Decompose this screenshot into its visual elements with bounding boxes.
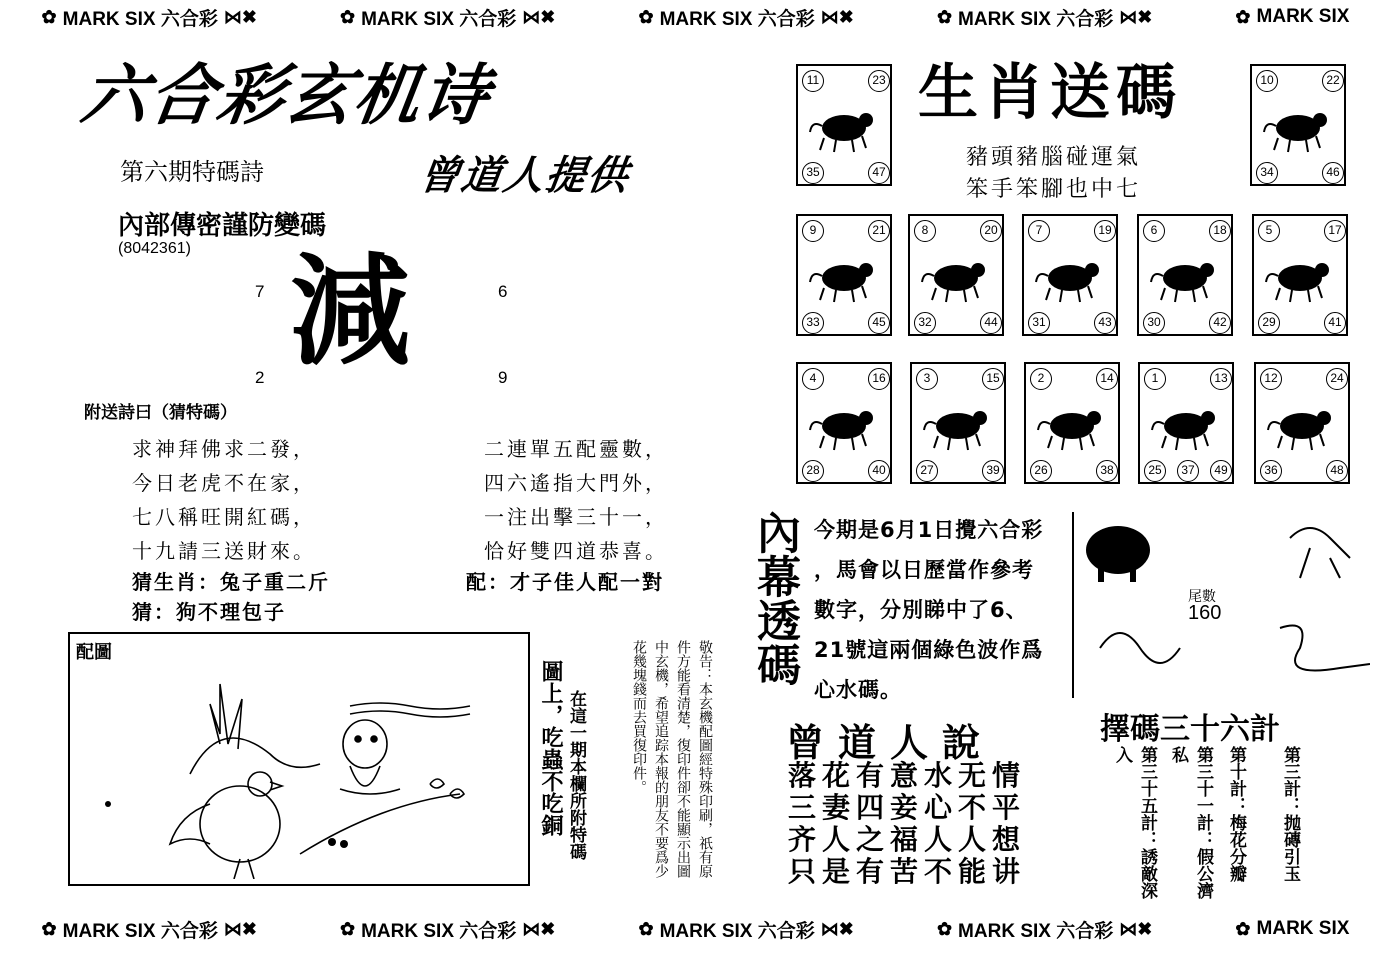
zodiac-line: 笨手笨腳也中七 (966, 177, 1142, 202)
zodiac-line: 豬頭豬腦碰運氣 (966, 145, 1142, 170)
zodiac-number: 11 (802, 70, 824, 92)
banner-segment: ✿ MARK SIX 六合彩 ⋈✖ (638, 6, 854, 30)
bowtie-icon: ⋈✖ (223, 6, 257, 27)
zodiac-number: 17 (1324, 220, 1346, 242)
saying-line: 只是有苦不能讲 (788, 855, 1027, 888)
zodiac-number: 9 (802, 220, 824, 242)
sayings-title: 曾道人說 (786, 720, 995, 765)
inside-line: 21號這兩個綠色波作爲 (814, 638, 1044, 662)
dog-icon (1150, 392, 1224, 456)
zodiac-number: 8 (914, 220, 936, 242)
zodiac-number: 49 (1210, 460, 1232, 482)
zodiac-number: 15 (982, 368, 1004, 390)
zodiac-card-rat (796, 64, 892, 186)
zodiac-card-dragon (1022, 214, 1118, 336)
rat-icon (808, 94, 882, 158)
inside-line: 今期是6月1日攪六合彩 (814, 518, 1044, 542)
code-label: (8042361) (118, 240, 191, 257)
rooster-icon (1036, 392, 1110, 456)
zodiac-title: 生肖送碼 (918, 58, 1182, 128)
saying-line: 三妻四妾心不平 (788, 791, 1027, 824)
corner-num-tl: 7 (255, 282, 265, 301)
poem-heading: 附送詩曰（猜特碼） (84, 403, 237, 423)
zodiac-number: 35 (802, 162, 824, 184)
flower-icon: ✿ (638, 6, 654, 27)
zodiac-number: 22 (1322, 70, 1344, 92)
bowtie-icon: ⋈✖ (223, 918, 257, 939)
banner-segment: ✿ MARK SIX (1235, 918, 1350, 939)
poem-right-column (484, 432, 668, 568)
zodiac-number: 3 (916, 368, 938, 390)
horse-icon (1264, 244, 1338, 308)
ox-icon (1262, 94, 1336, 158)
tail-label: 尾數 (1188, 589, 1216, 605)
stratagem-item: 第三十五計：誘敵深入 (1112, 746, 1157, 899)
poem-line: 一注出擊三十一， (484, 505, 668, 529)
zodiac-number: 32 (914, 312, 936, 334)
zodiac-number: 13 (1210, 368, 1232, 390)
poem-line: 四六遙指大門外， (484, 471, 668, 495)
stratagem-item: 第十計：梅花分瓣 (1226, 746, 1246, 882)
monkey-icon (922, 392, 996, 456)
banner-segment: ✿ MARK SIX 六合彩 ⋈✖ (41, 918, 257, 942)
banner-segment: ✿ MARK SIX 六合彩 ⋈✖ (340, 918, 556, 942)
zodiac-number: 48 (1326, 460, 1348, 482)
guess-second: 猜：狗不理包子 (132, 600, 286, 624)
zodiac-number: 24 (1326, 368, 1348, 390)
stratagem-item: 第三計：抛磚引玉 (1280, 746, 1300, 882)
bowtie-icon: ⋈✖ (522, 918, 556, 939)
flower-icon: ✿ (1235, 918, 1251, 939)
secret-heading: 內部傳密謹防變碼 (118, 211, 327, 241)
inside-line: 數字，分別睇中了6、 (814, 598, 1028, 622)
bowtie-icon: ⋈✖ (522, 6, 556, 27)
saying-line: 齐人之福人人想 (788, 823, 1027, 856)
bottom-banner (0, 912, 1391, 946)
flower-icon: ✿ (936, 918, 953, 939)
zodiac-number: 45 (868, 312, 890, 334)
zodiac-card-monkey (910, 362, 1006, 484)
bowtie-icon: ⋈✖ (1119, 918, 1153, 939)
zodiac-number: 31 (1028, 312, 1050, 334)
zodiac-number: 37 (1177, 460, 1199, 482)
zodiac-number: 43 (1094, 312, 1116, 334)
zodiac-card-tiger (796, 214, 892, 336)
stratagem-title: 擇碼三十六計 (1100, 712, 1280, 747)
rabbit-icon (920, 244, 994, 308)
inside-line: ，馬會以日歷當作參考 (814, 558, 1034, 582)
zodiac-card-dog (1138, 362, 1234, 484)
zodiac-number: 46 (1322, 162, 1344, 184)
poem-left-column (132, 432, 316, 568)
inside-title: 內幕透碼 (749, 510, 800, 686)
zodiac-number: 29 (1258, 312, 1280, 334)
bowtie-icon: ⋈✖ (820, 918, 854, 939)
pig-icon (1266, 392, 1340, 456)
zodiac-number: 5 (1258, 220, 1280, 242)
zodiac-number: 12 (1260, 368, 1282, 390)
poem-line: 今日老虎不在家， (132, 471, 316, 495)
zodiac-card-rooster (1024, 362, 1120, 484)
tail-value: 160 (1188, 602, 1222, 624)
dragon-icon (1034, 244, 1108, 308)
stratagem-item: 第三十一計：假公濟私 (1168, 746, 1213, 899)
zodiac-number: 42 (1209, 312, 1231, 334)
figure-box (68, 632, 530, 886)
figure-illustration (100, 654, 500, 879)
page-title: 六合彩玄机诗 (76, 57, 496, 134)
issue-label: 第六期特碼詩 (120, 158, 264, 186)
zodiac-number: 39 (982, 460, 1004, 482)
tail-animals-illustration (1080, 508, 1370, 698)
flower-icon: ✿ (340, 6, 356, 27)
zodiac-number: 18 (1209, 220, 1231, 242)
inside-line: 心水碼。 (814, 678, 902, 702)
zodiac-number: 26 (1030, 460, 1052, 482)
poem-line: 七八稱旺開紅碼， (132, 505, 316, 529)
flower-icon: ✿ (936, 6, 953, 27)
zodiac-card-goat (796, 362, 892, 484)
bowtie-icon: ⋈✖ (1119, 6, 1153, 27)
banner-segment: ✿ MARK SIX 六合彩 ⋈✖ (936, 6, 1153, 30)
zodiac-number: 36 (1260, 460, 1282, 482)
zodiac-number: 41 (1324, 312, 1346, 334)
zodiac-number: 4 (802, 368, 824, 390)
flower-icon: ✿ (1235, 6, 1251, 27)
zodiac-number: 44 (980, 312, 1002, 334)
guess-pair: 配：才子佳人配一對 (466, 570, 664, 594)
zodiac-number: 19 (1094, 220, 1116, 242)
bowtie-icon: ⋈✖ (820, 6, 854, 27)
top-banner (0, 0, 1391, 34)
guess-zodiac: 猜生肖：兔子重二斤 (132, 570, 330, 594)
divider (1072, 512, 1074, 698)
zodiac-number: 6 (1143, 220, 1165, 242)
riddle-big-character: 減 (290, 243, 410, 382)
notice-text: 敬告：本玄機配圖經特殊印刷，祇有原件方能看清楚，復印件卻不能顯示出圖中玄機，希望追踪本報的朋友不要爲少花幾塊錢而去買復印件。 (631, 640, 713, 878)
inside-text (814, 510, 1043, 710)
zodiac-number: 20 (980, 220, 1002, 242)
corner-num-bl: 2 (255, 368, 265, 387)
zodiac-card-horse (1252, 214, 1348, 336)
poem-line: 十九請三送財來。 (132, 539, 316, 563)
banner-segment: ✿ MARK SIX 六合彩 ⋈✖ (340, 6, 556, 30)
zodiac-number: 25 (1144, 460, 1166, 482)
sayings-list (788, 760, 1026, 888)
flower-icon: ✿ (340, 918, 356, 939)
provider-label: 曾道人提供 (416, 153, 633, 199)
zodiac-number: 2 (1030, 368, 1052, 390)
banner-segment: ✿ MARK SIX 六合彩 ⋈✖ (936, 918, 1153, 942)
zodiac-number: 47 (868, 162, 890, 184)
zodiac-number: 16 (868, 368, 890, 390)
zodiac-number: 28 (802, 460, 824, 482)
figure-label: 配圖 (76, 642, 112, 663)
banner-segment: ✿ MARK SIX 六合彩 ⋈✖ (41, 6, 257, 30)
figure-caption: 圖上，吃蟲不吃銅 (538, 660, 564, 836)
corner-num-tr: 6 (498, 282, 508, 301)
flower-icon: ✿ (638, 918, 654, 939)
zodiac-card-snake (1137, 214, 1233, 336)
corner-num-br: 9 (498, 368, 508, 387)
zodiac-number: 21 (868, 220, 890, 242)
snake-icon (1149, 244, 1223, 308)
zodiac-card-ox (1250, 64, 1346, 186)
zodiac-number: 10 (1256, 70, 1278, 92)
zodiac-number: 23 (868, 70, 890, 92)
zodiac-number: 1 (1144, 368, 1166, 390)
poem-line: 求神拜佛求二發， (132, 437, 316, 461)
saying-line: 落花有意水无情 (788, 759, 1027, 792)
zodiac-number: 38 (1096, 460, 1118, 482)
goat-icon (808, 392, 882, 456)
banner-segment: ✿ MARK SIX 六合彩 ⋈✖ (638, 918, 854, 942)
zodiac-number: 7 (1028, 220, 1050, 242)
poem-line: 二連單五配靈數， (484, 437, 668, 461)
zodiac-number: 40 (868, 460, 890, 482)
figure-note: 在這一期本欄所附特碼 (566, 690, 586, 860)
flower-icon: ✿ (41, 918, 57, 939)
zodiac-card-pig (1254, 362, 1350, 484)
zodiac-number: 30 (1143, 312, 1165, 334)
zodiac-number: 14 (1096, 368, 1118, 390)
banner-segment: ✿ MARK SIX (1235, 6, 1350, 27)
tiger-icon (808, 244, 882, 308)
zodiac-number: 33 (802, 312, 824, 334)
poem-line: 恰好雙四道恭喜。 (484, 539, 668, 563)
zodiac-card-rabbit (908, 214, 1004, 336)
zodiac-number: 34 (1256, 162, 1278, 184)
zodiac-number: 27 (916, 460, 938, 482)
flower-icon: ✿ (41, 6, 57, 27)
